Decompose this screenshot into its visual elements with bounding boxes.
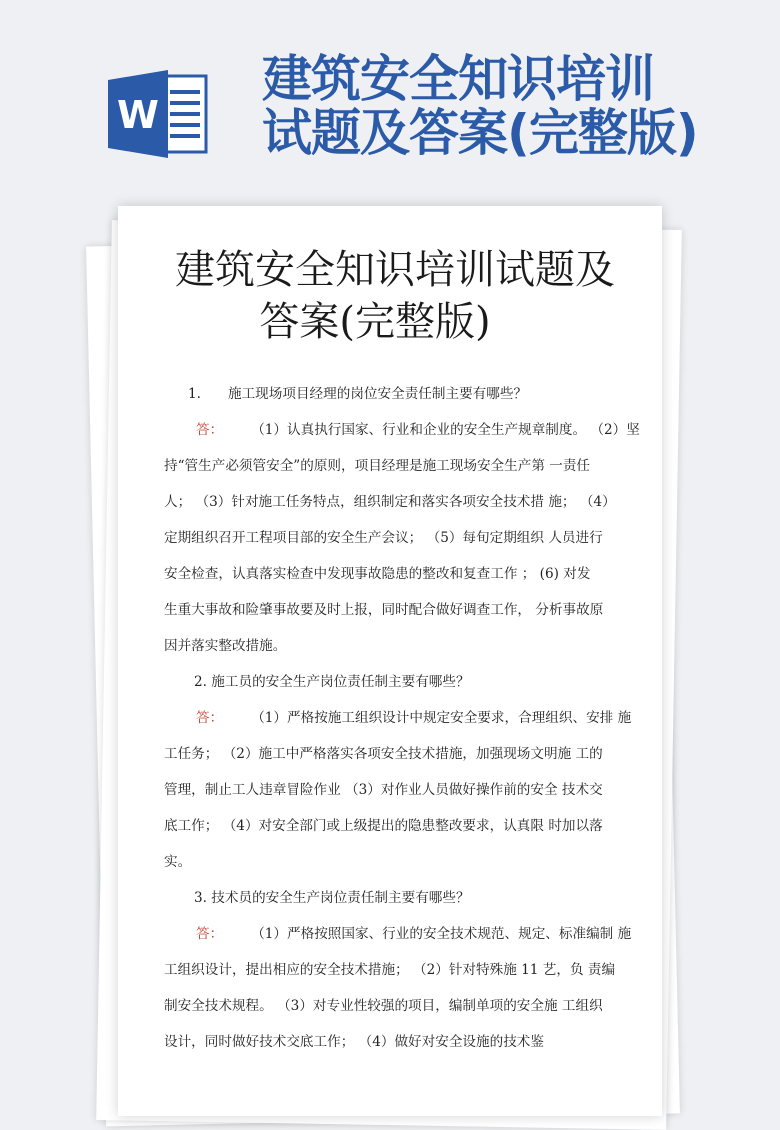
document-title-line2: 答案(完整版) xyxy=(259,299,491,345)
answer-1-line: 生重大事故和险肇事故要及时上报，同时配合做好调查工作， 分析事故原 xyxy=(164,602,604,618)
question-1 xyxy=(164,376,652,412)
answer-1-line: 人； （3）针对施工任务特点，组织制定和落实各项安全技术措 施； （4） xyxy=(164,494,616,510)
header-title-line1: 建筑安全知识培训 xyxy=(262,50,654,108)
document-body xyxy=(164,376,652,1060)
answer-2-line xyxy=(164,700,652,736)
document-title-line1: 建筑安全知识培训试题及 xyxy=(175,247,615,293)
question-3: 3. 技术员的安全生产岗位责任制主要有哪些？ xyxy=(194,890,470,906)
answer-2-line: 管理，制止工人违章冒险作业 （3）对作业人员做好操作前的安全 技术交 xyxy=(164,782,603,798)
answer-2-line: 底工作； （4）对安全部门或上级提出的隐患整改要求，认真限 时加以落 xyxy=(164,818,603,834)
answer-1-line: 安全检查，认真落实检查中发现事故隐患的整改和复查工作 ； (6) 对发 xyxy=(164,566,591,582)
answer-1-line: 因并落实整改措施。 xyxy=(164,638,287,654)
header-title-line2: 试题及答案(完整版) xyxy=(262,104,698,162)
answer-1-line: 定期组织召开工程项目部的安全生产会议； （5）每旬定期组织 人员进行 xyxy=(164,530,603,546)
answer-3-text: （1）严格按照国家、行业的安全技术规范、规定、标准编制 施 xyxy=(251,926,632,942)
answer-2-line: 工任务； （2）施工中严格落实各项安全技术措施，加强现场文明施 工的 xyxy=(164,746,603,762)
answer-2-line: 实。 xyxy=(164,854,192,870)
answer-2-text: （1）严格按施工组织设计中规定安全要求，合理组织、安排 施 xyxy=(251,710,632,726)
answer-3-line: 设计，同时做好技术交底工作； （4）做好对安全设施的技术鉴 xyxy=(164,1034,544,1050)
answer-3-line xyxy=(164,916,652,952)
header-title xyxy=(262,52,772,160)
answer-label: 答： xyxy=(196,710,224,726)
answer-3-line: 制安全技术规程。 （3）对专业性较强的项目，编制单项的安全施 工组织 xyxy=(164,998,603,1014)
answer-label: 答： xyxy=(196,926,224,942)
answer-1-text: （1）认真执行国家、行业和企业的安全生产规章制度。 （2）坚 xyxy=(251,422,640,438)
answer-1-line: 持“管生产必须管安全”的原则，项目经理是施工现场安全生产第 一责任 xyxy=(164,458,591,474)
document-title xyxy=(118,244,662,348)
word-doc-icon xyxy=(108,70,208,158)
answer-3-line: 工组织设计，提出相应的安全技术措施； （2）针对特殊施 11 艺，负 责编 xyxy=(164,962,616,978)
document-page xyxy=(118,206,662,1116)
question-2: 2. 施工员的安全生产岗位责任制主要有哪些？ xyxy=(194,674,470,690)
answer-1-line xyxy=(164,412,652,448)
question-1-number: 1. xyxy=(188,386,201,402)
question-1-text: 施工现场项目经理的岗位安全责任制主要有哪些？ xyxy=(228,386,528,402)
word-logo-letter: W xyxy=(117,93,159,137)
answer-label: 答： xyxy=(196,422,224,438)
